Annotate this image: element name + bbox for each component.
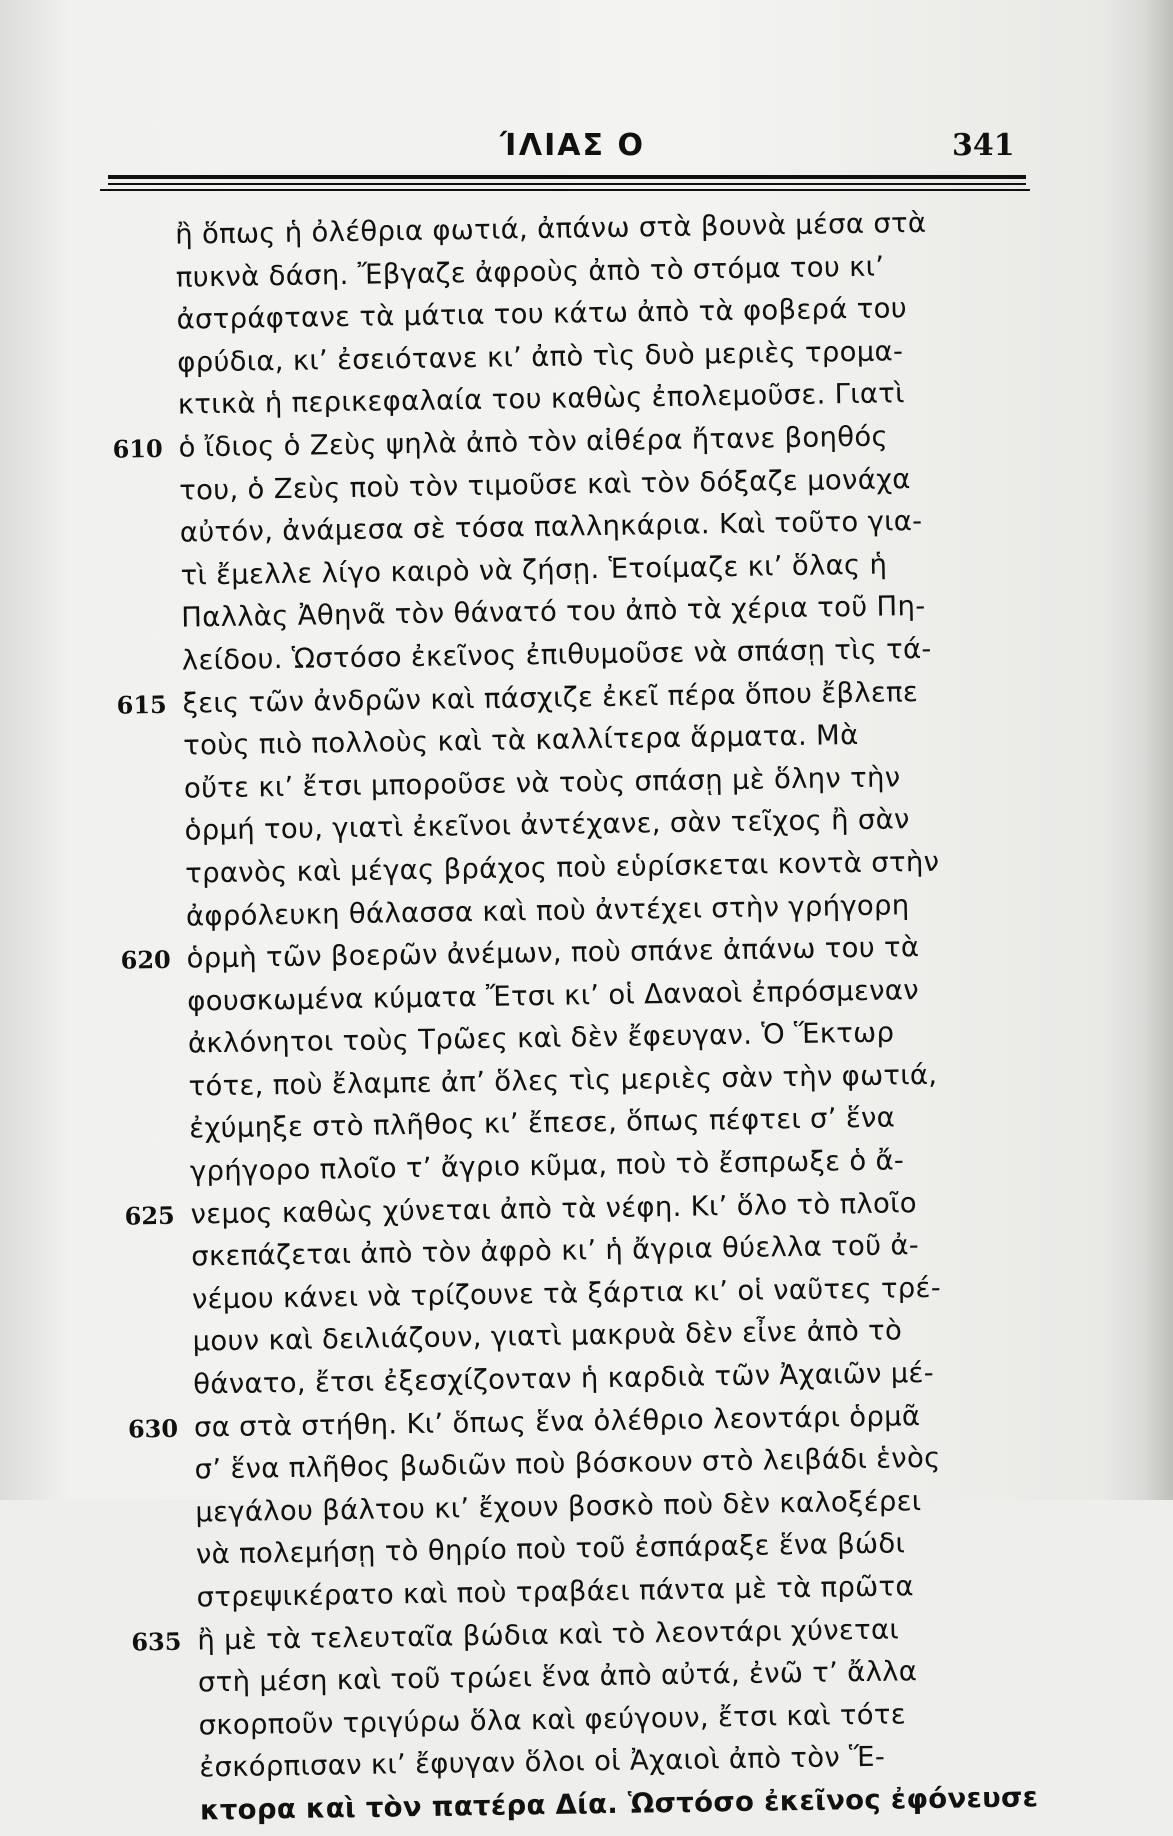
- line-number: 615: [116, 689, 167, 720]
- line-text: ὁρμή του, γιατὶ ἐκεῖνοι ἀντέχανε, σὰν τεῖχος ἢ σὰν: [184, 803, 910, 847]
- line-text: φουσκωμένα κύματα Ἔτσι κι’ οἱ Δαναοὶ ἐπρόσμεναν: [187, 973, 920, 1018]
- line-text: σκορποῦν τριγύρω ὅλα καὶ φεύγουν, ἔτσι καὶ τότε: [198, 1698, 907, 1742]
- line-text: ἢ μὲ τὰ τελευταῖα βώδια καὶ τὸ λεοντάρι χύνεται: [197, 1613, 900, 1657]
- line-text: αὐτόν, ἀνάμεσα σὲ τόσα παλληκάρια. Καὶ τοῦτο για-: [179, 505, 923, 549]
- line-number: [116, 646, 186, 647]
- line-number: [117, 732, 187, 733]
- line-text: νέμου κάνει νὰ τρίζουνε τὰ ξάρτια κι’ οἱ ναῦτες τρέ-: [191, 1271, 942, 1316]
- line-number: [122, 1072, 192, 1073]
- line-text: ὁρμὴ τῶν βοερῶν ἀνέμων, ποὺ σπάνε ἀπάνω του τὰ: [186, 931, 920, 975]
- line-text: φρύδια, κι’ ἐσειότανε κι’ ἀπὸ τὶς δυὸ μεριὲς τρομα-: [176, 335, 904, 379]
- line-number: 630: [127, 1413, 179, 1444]
- line-number: [121, 987, 191, 988]
- line-number: [133, 1754, 203, 1755]
- line-number: [129, 1498, 199, 1499]
- line-text: ἐσκόρπισαν κι’ ἔφυγαν ὅλοι οἱ Ἀχαιοὶ ἀπὸ τὸν Ἕ-: [199, 1741, 886, 1784]
- line-number: 625: [124, 1200, 175, 1231]
- line-text: στρεψικέρατο καὶ ποὺ τραβάει πάντα μὲ τὰ πρῶτα: [196, 1570, 914, 1614]
- line-number: [118, 817, 188, 818]
- header-rule: [108, 183, 1026, 185]
- line-text: ἀκλόνητοι τοὺς Τρῶες καὶ δὲν ἔφευγαν. Ὁ Ἕκτωρ: [187, 1016, 895, 1060]
- line-number: [130, 1583, 200, 1584]
- line-number: [110, 306, 180, 307]
- line-number: 610: [112, 433, 163, 464]
- running-title: ΊΛΙΑΣ Ο: [500, 128, 645, 163]
- line-number: [126, 1328, 196, 1329]
- line-text: ὁ ἴδιος ὁ Ζεὺς ψηλὰ ἀπὸ τὸν αἰθέρα ἤτανε βοηθός: [178, 420, 889, 464]
- line-text: κτορα καὶ τὸν πατέρα Δία. Ὡστόσο ἐκεῖνος ἐφόνευσε: [199, 1781, 1039, 1827]
- line-text: μεγάλου βάλτου κι’ ἔχουν βοσκὸ ποὺ δὲν καλοξέρει: [195, 1484, 922, 1529]
- line-text: τοὺς πιὸ πολλοὺς καὶ τὰ καλλίτερα ἅρματα. Μὰ: [183, 719, 859, 762]
- line-text: πυκνὰ δάση. Ἔβγαζε ἀφροὺς ἀπὸ τὸ στόμα του κι’: [175, 250, 885, 294]
- line-text: στὴ μέση καὶ τοῦ τρώει ἕνα ἀπὸ αὐτά, ἐνῶ τ’ ἄλλα: [197, 1655, 918, 1699]
- line-number: [119, 859, 189, 860]
- line-text: ἐχύμηξε στὸ πλῆθος κι’ ἔπεσε, ὅπως πέφτει σ’ ἕνα: [189, 1101, 896, 1146]
- line-number: [132, 1711, 202, 1712]
- header-rule: [100, 189, 1030, 191]
- line-text: σ’ ἕνα πλῆθος βωδιῶν ποὺ βόσκουν στὸ λειβάδι ἑνὸς: [194, 1442, 941, 1486]
- page-number: 341: [952, 128, 1015, 163]
- line-text: Παλλὰς Ἀθηνᾶ τὸν θάνατό του ἀπὸ τὰ χέρια τοῦ Πη-: [180, 590, 926, 634]
- line-number: [120, 902, 190, 903]
- line-text: κτικὰ ἡ περικεφαλαία του καθὼς ἐπολεμοῦσε. Γιατὶ: [177, 377, 906, 422]
- line-number: [122, 1030, 192, 1031]
- line-number: [132, 1669, 202, 1670]
- line-number: 635: [131, 1626, 182, 1657]
- line-text: θάνατο, ἔτσι ἐξεσχίζονταν ἡ καρδιὰ τῶν Ἀχαιῶν μέ-: [193, 1356, 935, 1401]
- line-number: [127, 1370, 197, 1371]
- line-number: [111, 348, 181, 349]
- line-number: [114, 519, 184, 520]
- line-text: νεμος καθὼς χύνεται ἀπὸ τὰ νέφη. Κι’ ὅλο τὸ πλοῖο: [190, 1186, 918, 1231]
- header-rule: [108, 175, 1026, 179]
- line-number: [115, 604, 185, 605]
- line-text: τότε, ποὺ ἔλαμπε ἀπ’ ὅλες τὶς μεριὲς σὰν τὴν φωτιά,: [188, 1058, 938, 1103]
- line-number: [134, 1796, 204, 1797]
- line-number: [123, 1115, 193, 1116]
- line-number: [118, 774, 188, 775]
- line-number: [113, 476, 183, 477]
- line-text: σα στὰ στήθη. Κι’ ὅπως ἕνα ὀλέθριο λεοντάρι ὁρμᾶ: [193, 1399, 921, 1444]
- line-number: [128, 1456, 198, 1457]
- line-number: [125, 1243, 195, 1244]
- line-text: οὔτε κι’ ἔτσι μποροῦσε νὰ τοὺς σπάσῃ μὲ ὅλην τὴν: [183, 761, 901, 805]
- line-number: 620: [120, 944, 171, 975]
- line-number: [124, 1158, 194, 1159]
- line-text: λείδου. Ὡστόσο ἐκεῖνος ἐπιθυμοῦσε νὰ σπάσῃ τὶς τά-: [181, 632, 932, 677]
- line-number: [109, 221, 179, 222]
- line-text: ἀφρόλευκη θάλασσα καὶ ποὺ ἀντέχει στὴν γρήγορη: [185, 888, 910, 933]
- line-text: νὰ πολεμήσῃ τὸ θηρίο ποὺ τοῦ ἐσπάραξε ἕνα βώδι: [195, 1527, 906, 1571]
- line-text: τὶ ἔμελλε λίγο καιρὸ νὰ ζήσῃ. Ἑτοίμαζε κι’ ὅλας ἡ: [180, 548, 888, 592]
- line-text: ἢ ὅπως ἡ ὀλέθρια φωτιά, ἀπάνω στὰ βουνὰ μέσα στὰ: [174, 206, 927, 251]
- line-number: [130, 1541, 200, 1542]
- body-text: [0, 199, 1173, 1836]
- line-number: [110, 263, 180, 264]
- line-text: μουν καὶ δειλιάζουν, γιατὶ μακρυὰ δὲν εἶνε ἀπὸ τὸ: [192, 1314, 903, 1358]
- line-number: [114, 561, 184, 562]
- line-text: ἀστράφτανε τὰ μάτια του κάτω ἀπὸ τὰ φοβερά του: [176, 292, 908, 336]
- line-text: γρήγορο πλοῖο τ’ ἄγριο κῦμα, ποὺ τὸ ἔσπρωξε ὁ ἄ-: [189, 1144, 905, 1188]
- line-number: [112, 391, 182, 392]
- line-number: [126, 1285, 196, 1286]
- line-text: ξεις τῶν ἀνδρῶν καὶ πάσχιζε ἐκεῖ πέρα ὅπου ἔβλεπε: [182, 675, 919, 720]
- line-text: σκεπάζεται ἀπὸ τὸν ἀφρὸ κι’ ἡ ἄγρια θύελλα τοῦ ἀ-: [191, 1229, 920, 1273]
- line-text: τρανὸς καὶ μέγας βράχος ποὺ εὑρίσκεται κοντὰ στὴν: [185, 845, 940, 890]
- line-text: του, ὁ Ζεὺς ποὺ τὸν τιμοῦσε καὶ τὸν δόξαζε μονάχα: [178, 462, 911, 507]
- page-header: [0, 128, 1173, 168]
